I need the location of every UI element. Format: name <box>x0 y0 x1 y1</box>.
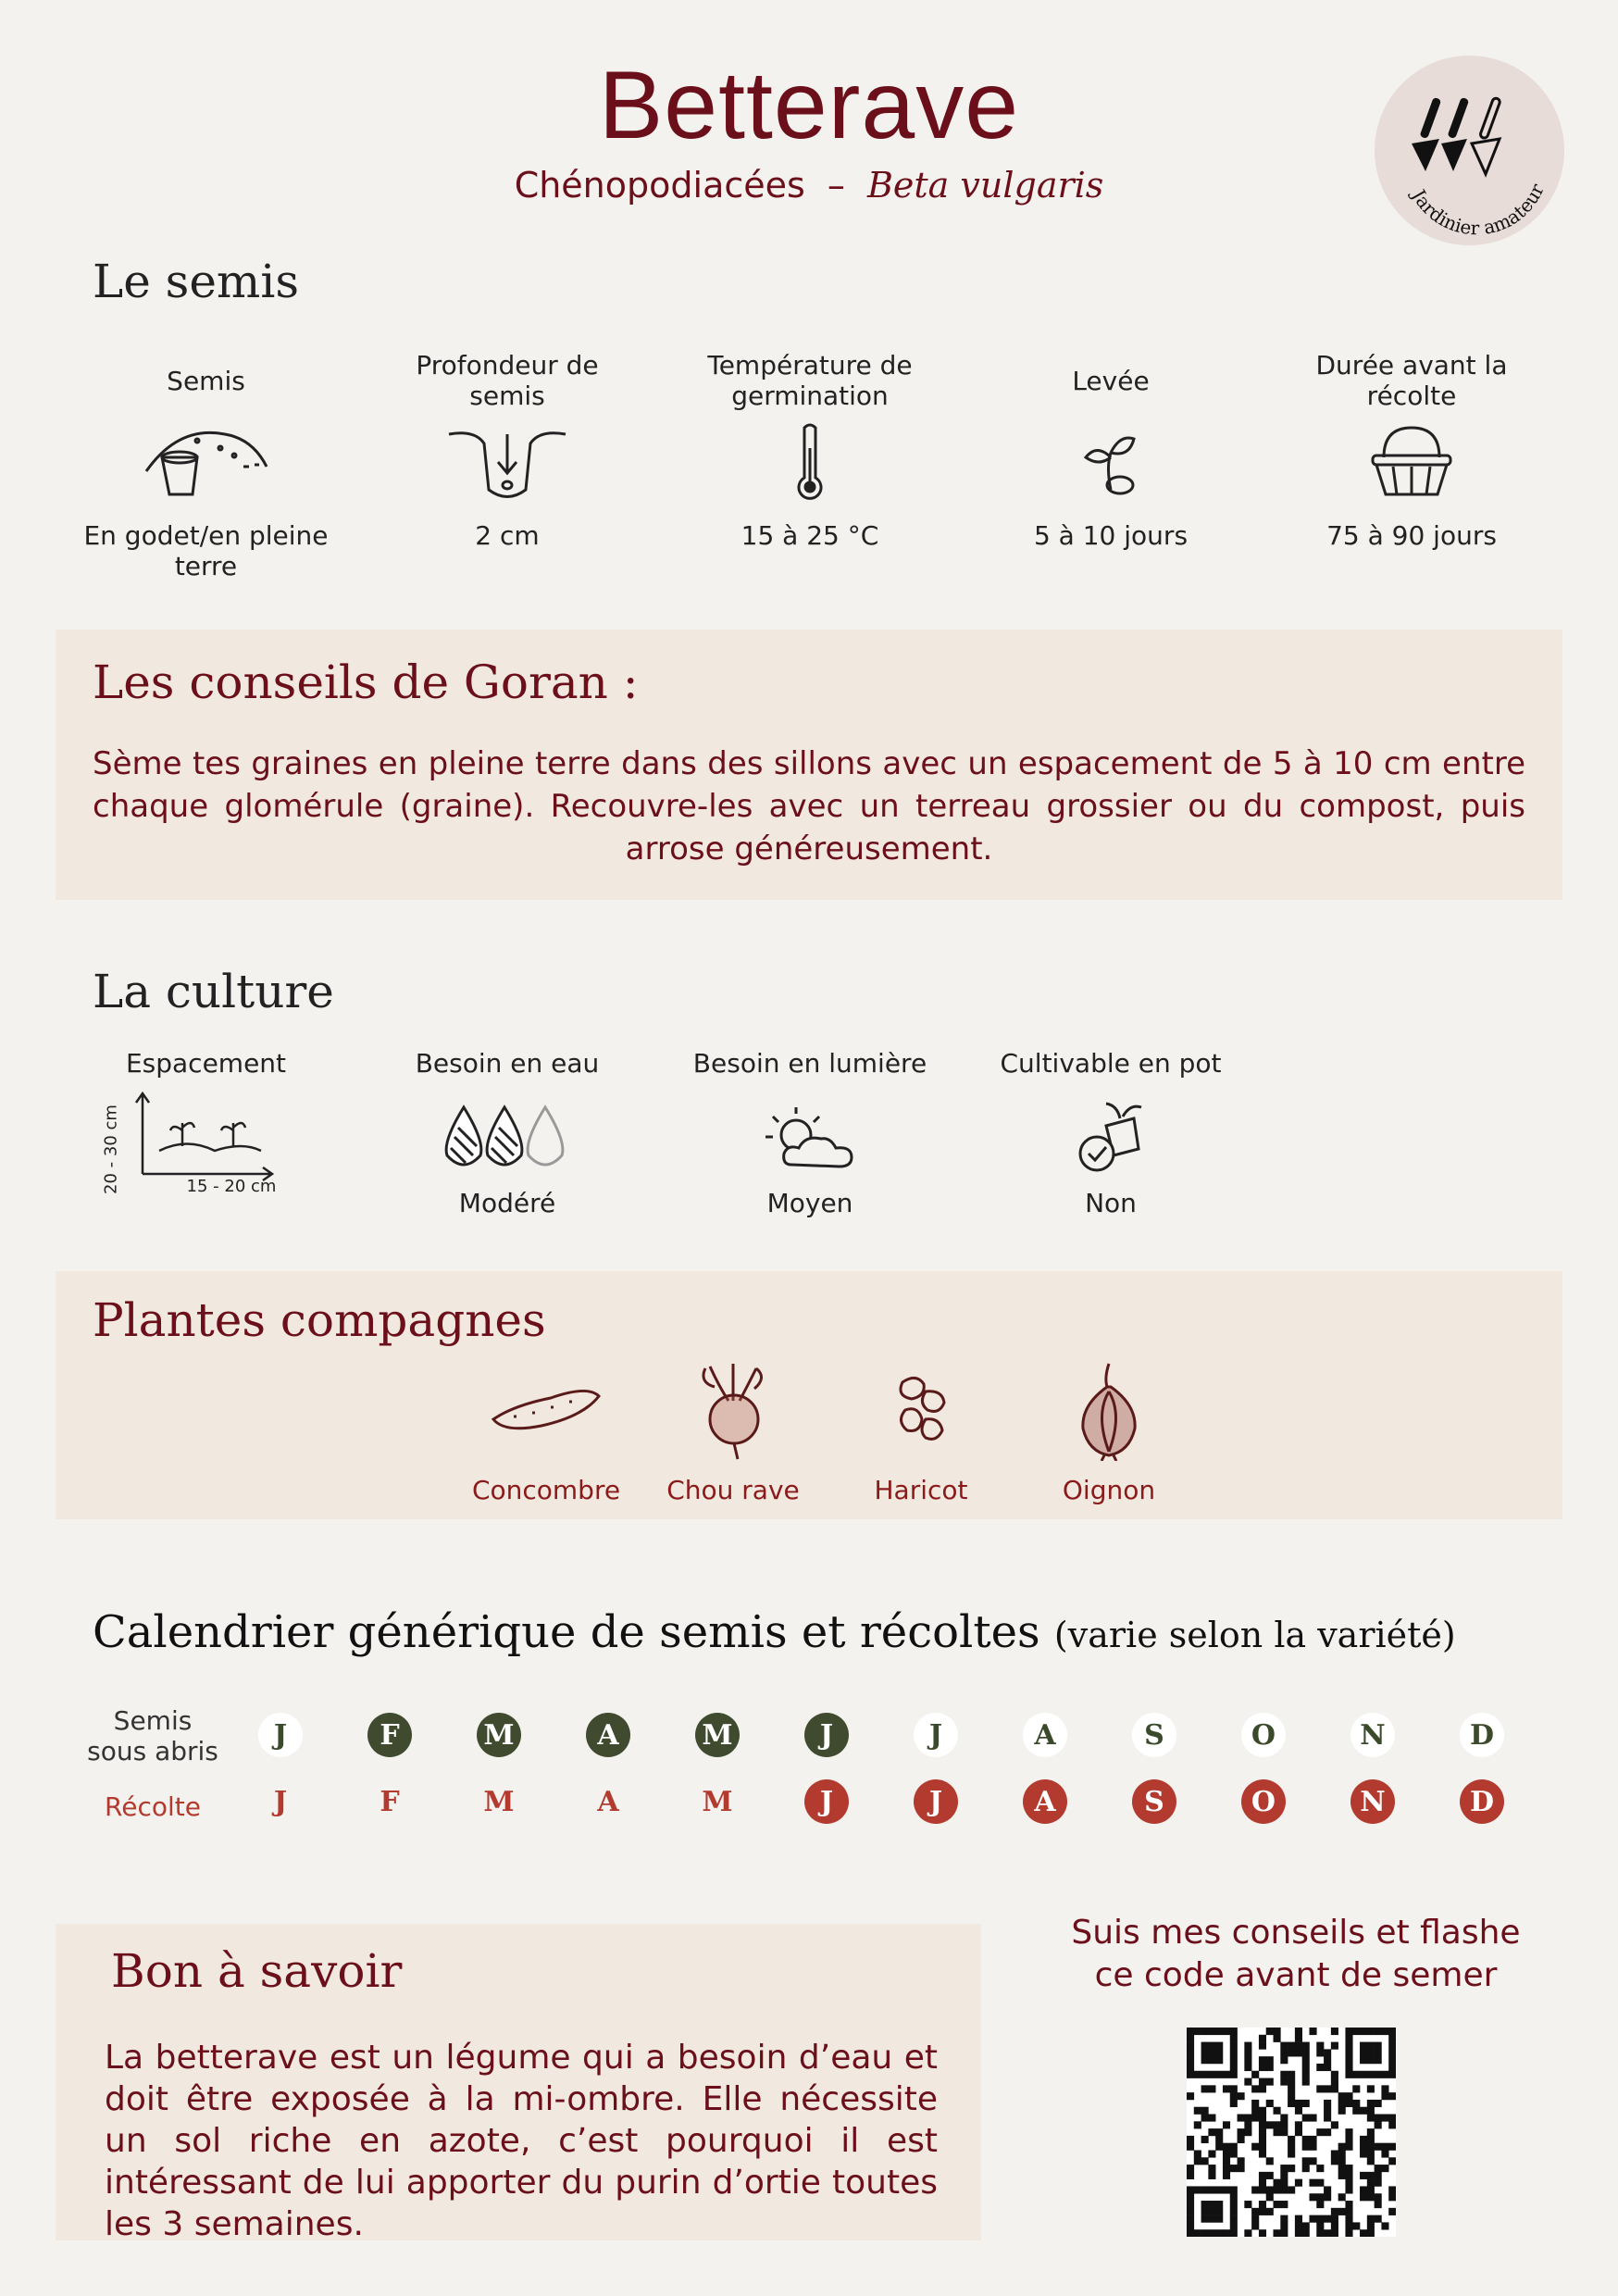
pot-icon <box>981 1086 1240 1188</box>
spacing-icon <box>74 1086 338 1197</box>
svg-text:Jardinier amateur <box>1407 181 1550 240</box>
basket-icon <box>1282 411 1541 513</box>
good-to-know-panel <box>56 1924 981 2243</box>
dash: – <box>827 165 845 206</box>
logo-badge <box>1375 56 1564 245</box>
companion-label: Concombre <box>471 1475 621 1505</box>
kohlrabi-icon <box>641 1359 826 1461</box>
calendar-title-note: (varie selon la variété) <box>1053 1615 1456 1655</box>
recolte-month-8: A <box>1023 1779 1067 1824</box>
badge-text: Jardinier amateur <box>1407 180 1549 240</box>
recolte-row-label: Récolte <box>105 1791 201 1822</box>
companion-item <box>641 1359 826 1505</box>
semis-month-5: M <box>695 1713 740 1757</box>
companions-panel <box>56 1271 1562 1519</box>
depth-label: Profondeur de semis <box>416 350 599 411</box>
page-title: Betterave <box>598 52 1020 159</box>
pot-item <box>981 1048 1240 1218</box>
semis-item <box>74 350 338 581</box>
water-drops-icon <box>378 1086 637 1188</box>
semis-month-2: F <box>367 1713 412 1757</box>
qr-code-icon <box>1187 2028 1396 2237</box>
semis-month-7: J <box>914 1713 958 1757</box>
companion-item <box>828 1359 1014 1505</box>
advice-text: Sème tes graines en pleine terre dans des sillons avec un espacement de 5 à 10 cm entre chaque glomérule (graine). Recouvre-les avec un terreau grossier ou du compost, puis arrose généreusement. <box>93 745 1525 867</box>
water-value: Modéré <box>458 1188 556 1218</box>
seed-pot-icon <box>74 411 338 513</box>
calendar-title <box>93 1606 1456 1658</box>
levee-label: Levée <box>1072 365 1150 396</box>
recolte-months-row <box>258 1779 1526 1824</box>
temperature-label: Température de germination <box>707 350 913 411</box>
latin-name: Beta vulgaris <box>867 165 1104 206</box>
recolte-month-4: A <box>597 1785 619 1818</box>
recolte-month-9: S <box>1132 1779 1176 1824</box>
recolte-month-5: M <box>702 1785 733 1818</box>
semis-label: Semis <box>167 365 245 396</box>
recolte-month-12: D <box>1460 1779 1504 1824</box>
temperature-item <box>680 350 940 551</box>
spacing-horizontal: 15 - 20 cm <box>186 1177 277 1196</box>
recolte-month-7: J <box>914 1779 958 1824</box>
semis-month-4: A <box>586 1713 630 1757</box>
cucumber-icon <box>454 1359 639 1461</box>
advice-title: Les conseils de Goran : <box>93 655 639 709</box>
water-label: Besoin en eau <box>415 1048 600 1079</box>
companion-label: Chou rave <box>666 1475 800 1505</box>
water-item <box>378 1048 637 1218</box>
sun-cloud-icon <box>680 1086 940 1188</box>
recolte-month-3: M <box>483 1785 515 1818</box>
qr-caption: Suis mes conseils et flashe ce code avant de semer <box>1071 1914 1521 1994</box>
family-name: Chénopodiacées <box>514 165 805 206</box>
sprout-icon <box>981 411 1240 513</box>
spacing-label: Espacement <box>125 1048 287 1079</box>
levee-item <box>981 350 1240 551</box>
temperature-value: 15 à 25 °C <box>741 520 879 551</box>
semis-month-9: S <box>1132 1713 1176 1757</box>
companion-label: Haricot <box>874 1475 968 1505</box>
recolte-month-2: F <box>380 1785 400 1818</box>
light-item <box>680 1048 940 1218</box>
harvest-label: Durée avant la récolte <box>1315 350 1508 411</box>
semis-value: En godet/en pleine terre <box>83 520 329 581</box>
bean-icon <box>828 1359 1014 1461</box>
levee-value: 5 à 10 jours <box>1033 520 1189 551</box>
depth-item <box>378 350 637 551</box>
recolte-month-10: O <box>1241 1779 1286 1824</box>
semis-months-row <box>258 1713 1526 1757</box>
companion-item <box>1016 1359 1201 1505</box>
onion-icon <box>1016 1359 1201 1461</box>
semis-month-12: D <box>1460 1713 1504 1757</box>
depth-icon <box>378 411 637 513</box>
qr-code[interactable] <box>1187 2028 1396 2237</box>
semis-month-10: O <box>1241 1713 1286 1757</box>
companion-item <box>454 1359 639 1505</box>
harvest-item <box>1282 350 1541 551</box>
semis-month-3: M <box>477 1713 521 1757</box>
recolte-month-11: N <box>1350 1779 1395 1824</box>
semis-row-label: Semis sous abris <box>87 1705 218 1766</box>
recolte-month-6: J <box>804 1779 849 1824</box>
light-value: Moyen <box>766 1188 853 1218</box>
advice-panel <box>56 630 1562 900</box>
good-to-know-title: Bon à savoir <box>111 1944 403 1998</box>
thermometer-icon <box>680 411 940 513</box>
semis-month-8: A <box>1023 1713 1067 1757</box>
semis-section-title: Le semis <box>93 255 299 308</box>
harvest-value: 75 à 90 jours <box>1326 520 1497 551</box>
spacing-item <box>74 1048 338 1197</box>
companion-label: Oignon <box>1062 1475 1156 1505</box>
semis-month-11: N <box>1350 1713 1395 1757</box>
culture-section-title: La culture <box>93 965 334 1018</box>
light-label: Besoin en lumière <box>692 1048 927 1079</box>
pot-value: Non <box>1085 1188 1137 1218</box>
depth-value: 2 cm <box>475 520 540 551</box>
garden-tools-icon <box>1375 56 1564 245</box>
recolte-month-1: J <box>273 1785 288 1818</box>
pot-label: Cultivable en pot <box>1000 1048 1222 1079</box>
semis-month-1: J <box>258 1713 303 1757</box>
companions-title: Plantes compagnes <box>93 1293 546 1347</box>
spacing-vertical: 20 - 30 cm <box>101 1104 121 1194</box>
semis-month-6: J <box>804 1713 849 1757</box>
calendar-title-main: Calendrier générique de semis et récoltes <box>93 1606 1040 1658</box>
good-to-know-text: La betterave est un légume qui a besoin d’eau et doit être exposée à la mi-ombre. Elle nécessite un sol riche en azote, c’est pourquoi il est intéressant de lui apporter du purin d’ortie toutes les 3 semaines. <box>105 2039 938 2243</box>
